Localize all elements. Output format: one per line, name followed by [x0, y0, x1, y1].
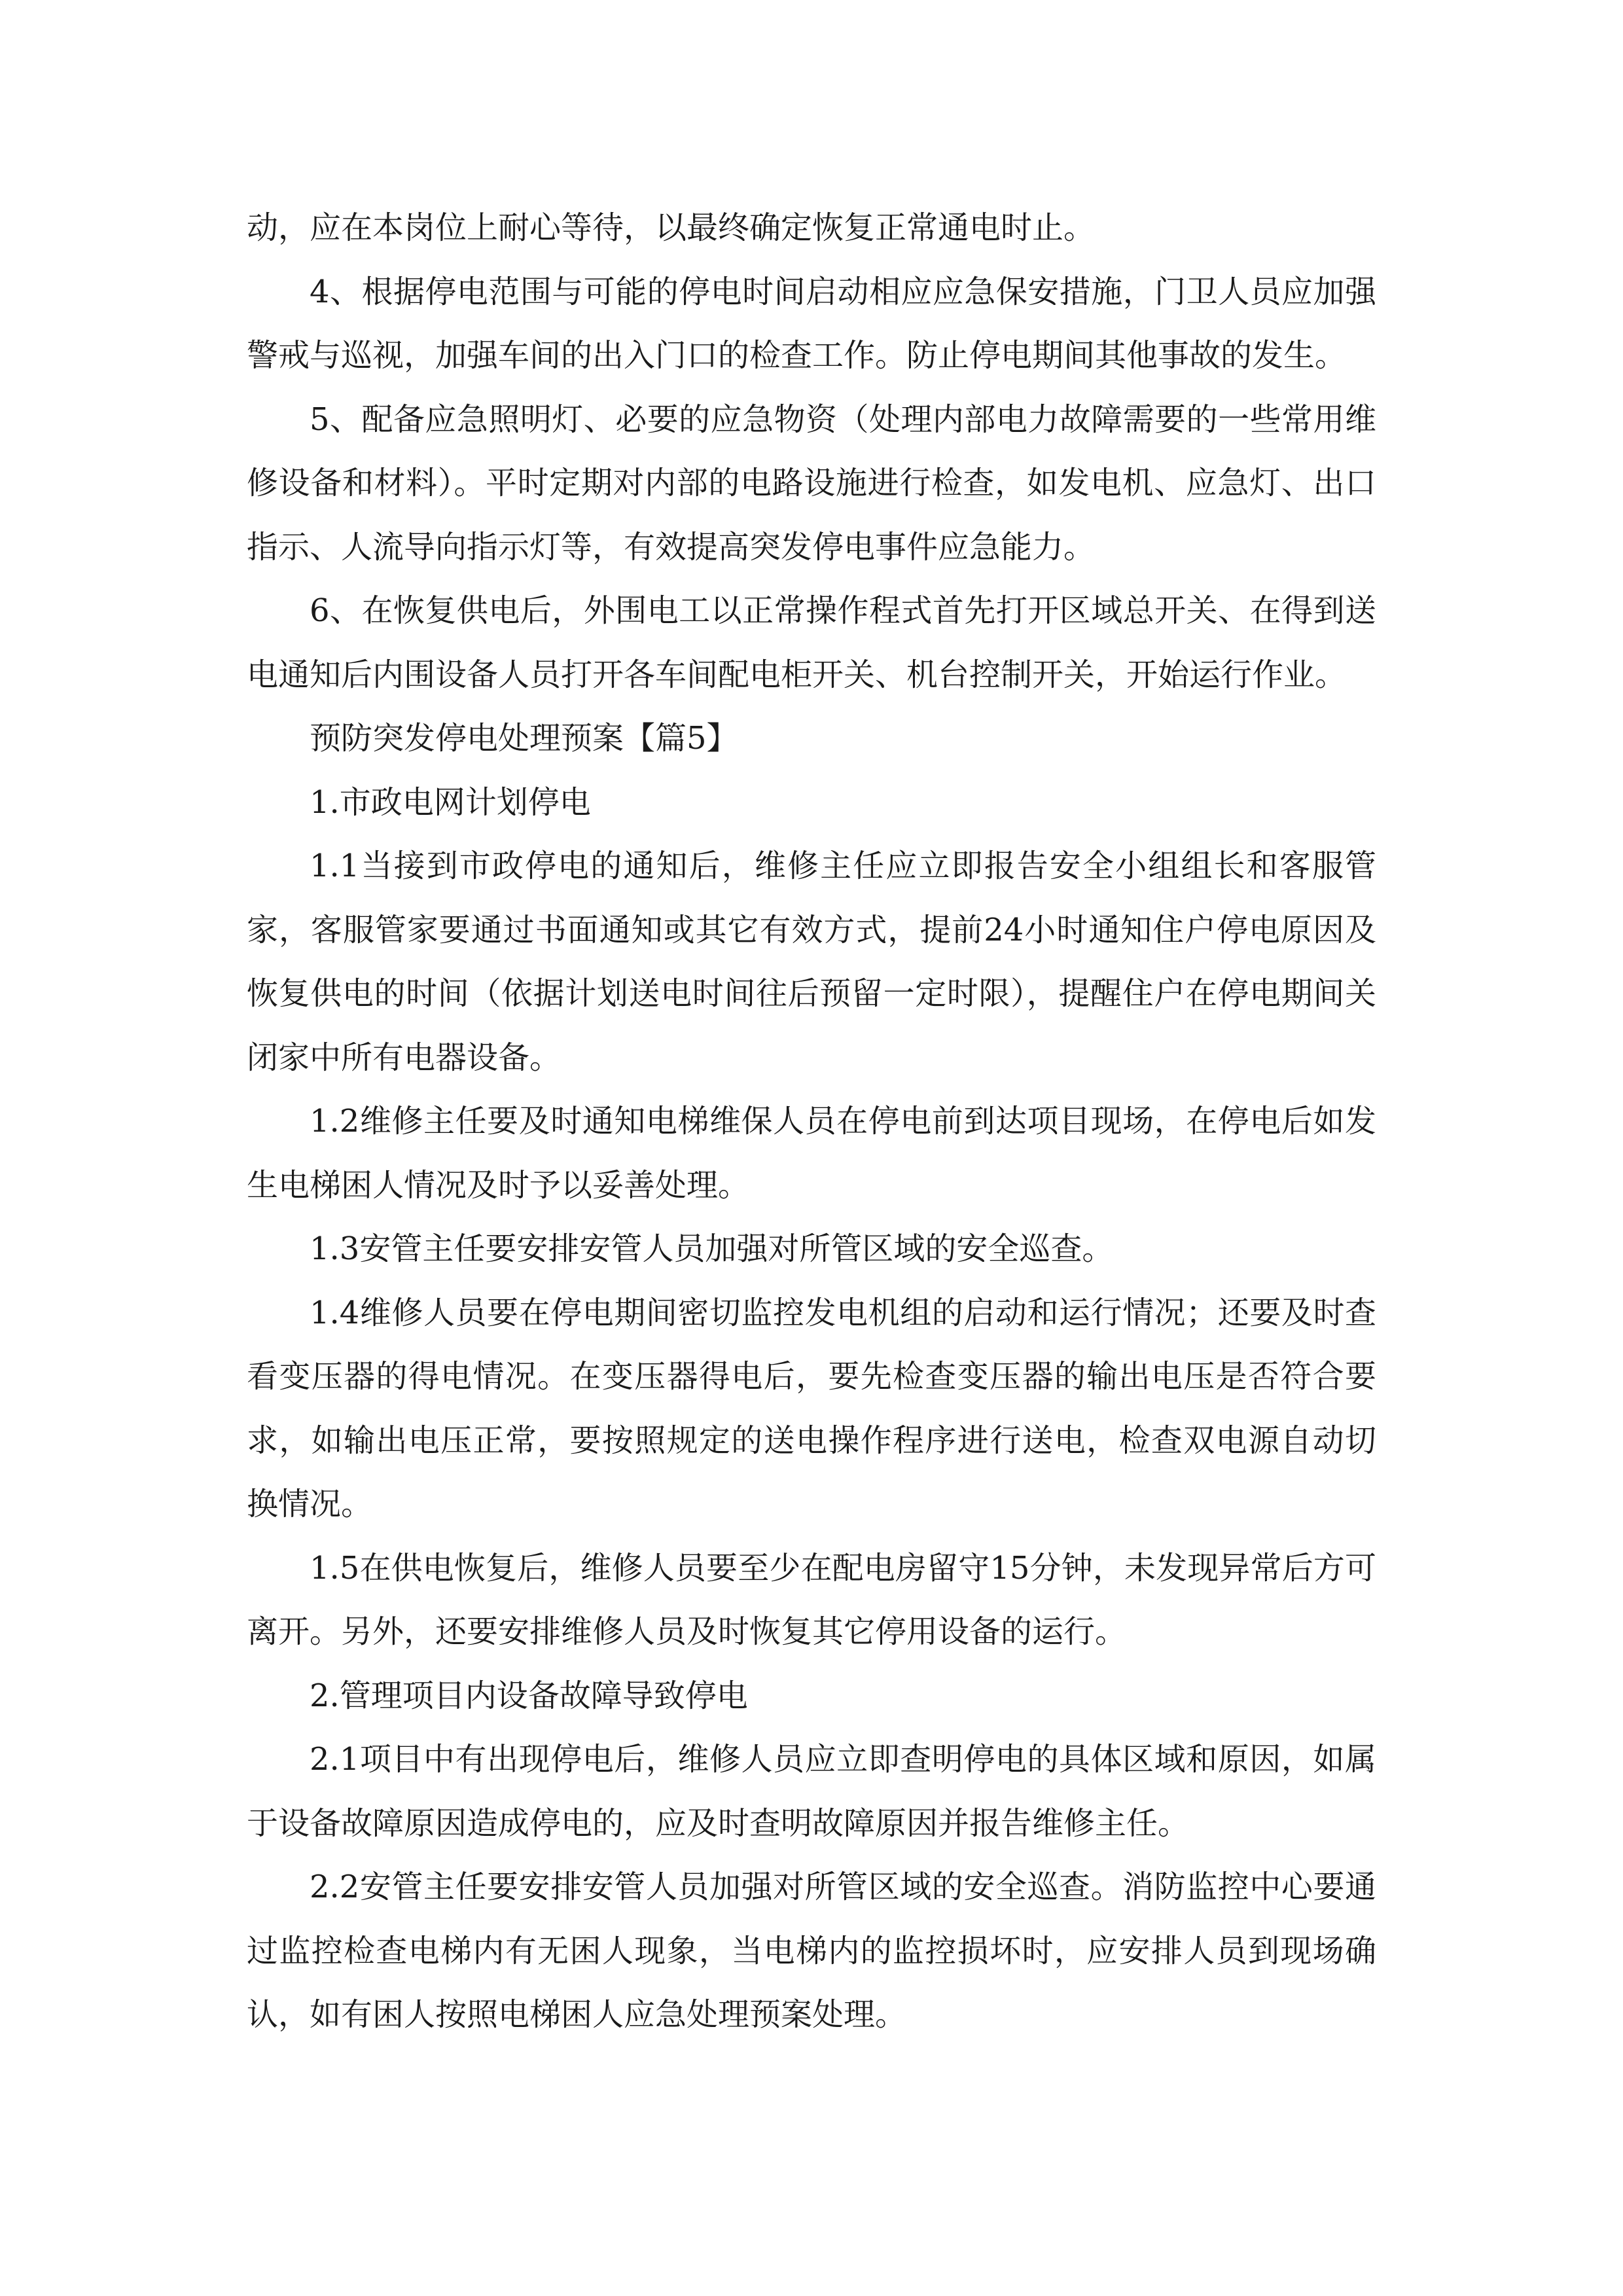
paragraph-item-6: 6、在恢复供电后，外围电工以正常操作程式首先打开区域总开关、在得到送电通知后内围设备人员打开各车间配电柜开关、机台控制开关，开始运行作业。 [247, 592, 1376, 693]
paragraph-continuation: 动，应在本岗位上耐心等待，以最终确定恢复正常通电时止。 [247, 209, 1096, 246]
paragraph-1-2: 1.2维修主任要及时通知电梯维保人员在停电前到达项目现场，在停电后如发生电梯困人情况及时予以妥善处理。 [247, 1103, 1376, 1204]
paragraph-1-1: 1.1当接到市政停电的通知后，维修主任应立即报告安全小组组长和客服管家，客服管家要通过书面通知或其它有效方式，提前24小时通知住户停电原因及恢复供电的时间（依据计划送电时间往后预留一定时限），提醒住户在停电期间关闭家中所有电器设备。 [247, 848, 1376, 1076]
document-body [247, 196, 1376, 2047]
section-heading: 预防突发停电处理预案【篇5】 [310, 720, 738, 757]
paragraph-1-5: 1.5在供电恢复后，维修人员要至少在配电房留守15分钟，未发现异常后方可离开。另外，还要安排维修人员及时恢复其它停用设备的运行。 [247, 1549, 1376, 1650]
paragraph-2-1: 2.1项目中有出现停电后，维修人员应立即查明停电的具体区域和原因，如属于设备故障原因造成停电的，应及时查明故障原因并报告维修主任。 [247, 1741, 1376, 1842]
paragraph-2-2: 2.2安管主任要安排安管人员加强对所管区域的安全巡查。消防监控中心要通过监控检查电梯内有无困人现象，当电梯内的监控损坏时，应安排人员到现场确认，如有困人按照电梯困人应急处理预案处理。 [247, 1869, 1376, 2033]
paragraph-item-5: 5、配备应急照明灯、必要的应急物资（处理内部电力故障需要的一些常用维修设备和材料）。平时定期对内部的电路设施进行检查，如发电机、应急灯、出口指示、人流导向指示灯等，有效提高突发停电事件应急能力。 [247, 401, 1376, 565]
paragraph-1-4: 1.4维修人员要在停电期间密切监控发电机组的启动和运行情况；还要及时查看变压器的得电情况。在变压器得电后，要先检查变压器的输出电压是否符合要求，如输出电压正常，要按照规定的送电操作程序进行送电，检查双电源自动切换情况。 [247, 1294, 1376, 1522]
paragraph-1-3: 1.3安管主任要安排安管人员加强对所管区域的安全巡查。 [310, 1230, 1114, 1267]
paragraph-item-4: 4、根据停电范围与可能的停电时间启动相应应急保安措施，门卫人员应加强警戒与巡视，加强车间的出入门口的检查工作。防止停电期间其他事故的发生。 [247, 273, 1376, 374]
subheading-2: 2.管理项目内设备故障导致停电 [310, 1677, 748, 1714]
subheading-1: 1.市政电网计划停电 [310, 783, 591, 821]
